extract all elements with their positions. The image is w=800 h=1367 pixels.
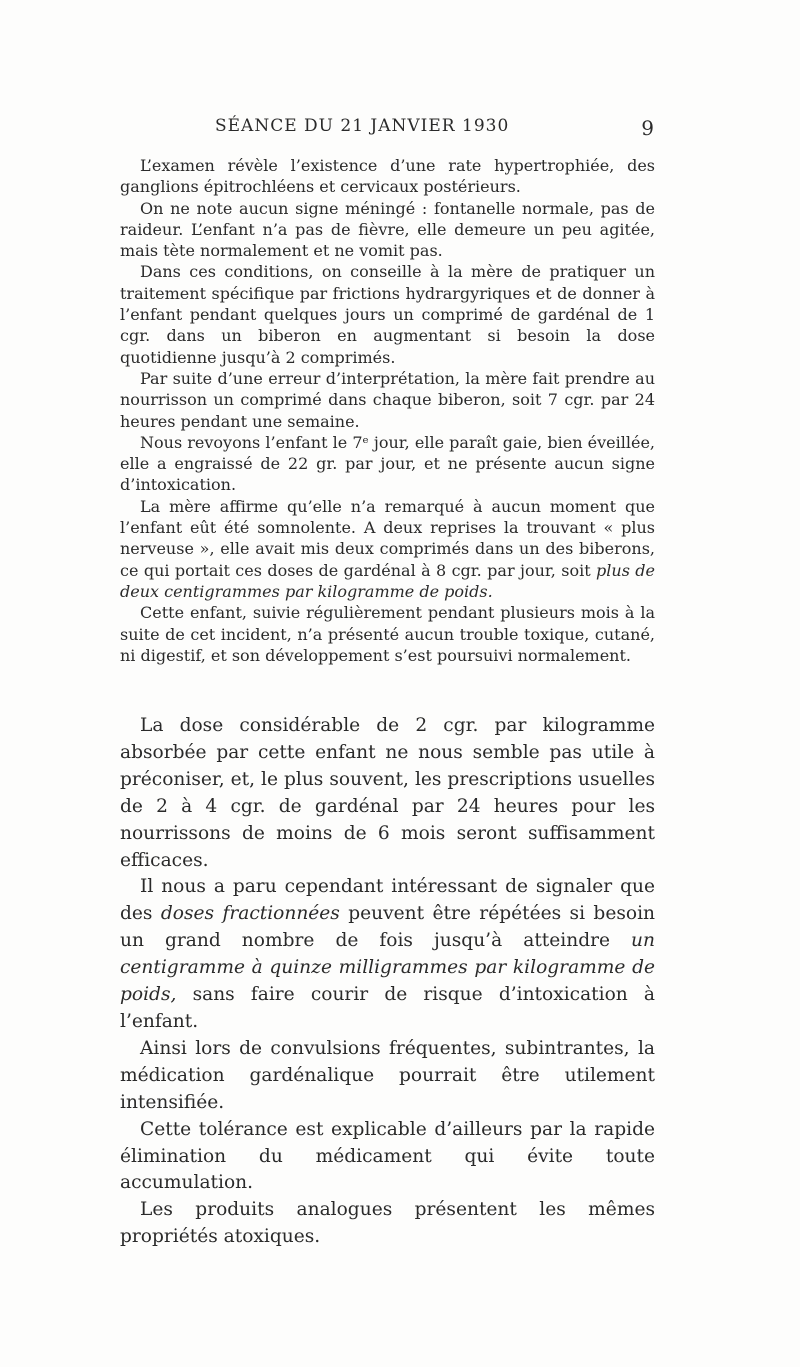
paragraph: Par suite d’une erreur d’interprétation, la mère fait prendre au nourrisson un comprimé dans chaque biberon, soit 7 cgr. par 24 heures pendant une semaine. [120,368,655,431]
discussion-text [120,713,655,1251]
paragraph: On ne note aucun signe méningé : fontanelle normale, pas de raideur. L’enfant n’a pas de fièvre, elle demeure un peu agitée, mais tète normalement et ne vomit pas. [120,198,655,261]
emphasis: doses fractionnées [160,903,340,925]
text-run: peuvent être répétées si besoin un grand nombre de fois jusqu’à atteindre [120,903,656,952]
text-run: La mère affirme qu’elle n’a remarqué à aucun moment que l’enfant eût été somnolente. A deux reprises la trouvant « plus nerveuse », elle avait mis deux comprimés dans un des biberons, ce qui portait ces doses de gardénal à 8 cgr. par jour, soit [120,496,655,580]
emphasis: plus de deux centigrammes par kilogramme de poids. [120,560,656,601]
paragraph: Cette enfant, suivie régulièrement pendant plusieurs mois à la suite de cet incident, n’a présenté aucun trouble toxique, cutané, ni digestif, et son développement s’est poursuivi normalement. [120,603,655,665]
page-number: 9 [641,116,654,140]
paragraph: Ainsi lors de convulsions fréquentes, subintrantes, la médication gardénalique pourrait être utilement intensifiée. [120,1037,655,1113]
paragraph [120,874,655,1035]
paragraph: Dans ces conditions, on conseille à la mère de pratiquer un traitement spécifique par frictions hydrargyriques et de donner à l’enfant pendant quelques jours un comprimé de gardénal de 1 cgr. dans un biberon en augmentant si besoin la dose quotidienne jusqu’à 2 comprimés. [120,262,655,367]
paragraph: La dose considérable de 2 cgr. par kilogramme absorbée par cette enfant ne nous semble pas utile à préconiser, et, le plus souvent, les prescriptions usuelles de 2 à 4 cgr. de gardénal par 24 heures pour les nourrissons de moins de 6 mois seront suffisamment efficaces. [120,715,655,871]
paragraph: Nous revoyons l’enfant le 7ᵉ jour, elle paraît gaie, bien éveillée, elle a engraissé de 22 gr. par jour, et ne présente aucun signe d’intoxication. [120,432,655,495]
paragraph: L’examen révèle l’existence d’une rate hypertrophiée, des ganglions épitrochléens et cervicaux postérieurs. [120,156,655,197]
header-title: SÉANCE DU 21 JANVIER 1930 [215,116,510,136]
paragraph: Les produits analogues présentent les mêmes propriétés atoxiques. [120,1199,655,1248]
emphasis: un centigramme à quinze milligrammes par kilogramme de poids, [120,930,655,1006]
paragraph [120,496,655,602]
case-report-text [120,155,655,666]
running-header [120,116,660,142]
paragraph: Cette tolérance est explicable d’ailleurs par la rapide élimination du médicament qui évite toute accumulation. [120,1118,655,1194]
text-run: Il nous a paru cependant intéressant de signaler que des [120,876,655,925]
text-run: sans faire courir de risque d’intoxication à l’enfant. [120,984,655,1032]
